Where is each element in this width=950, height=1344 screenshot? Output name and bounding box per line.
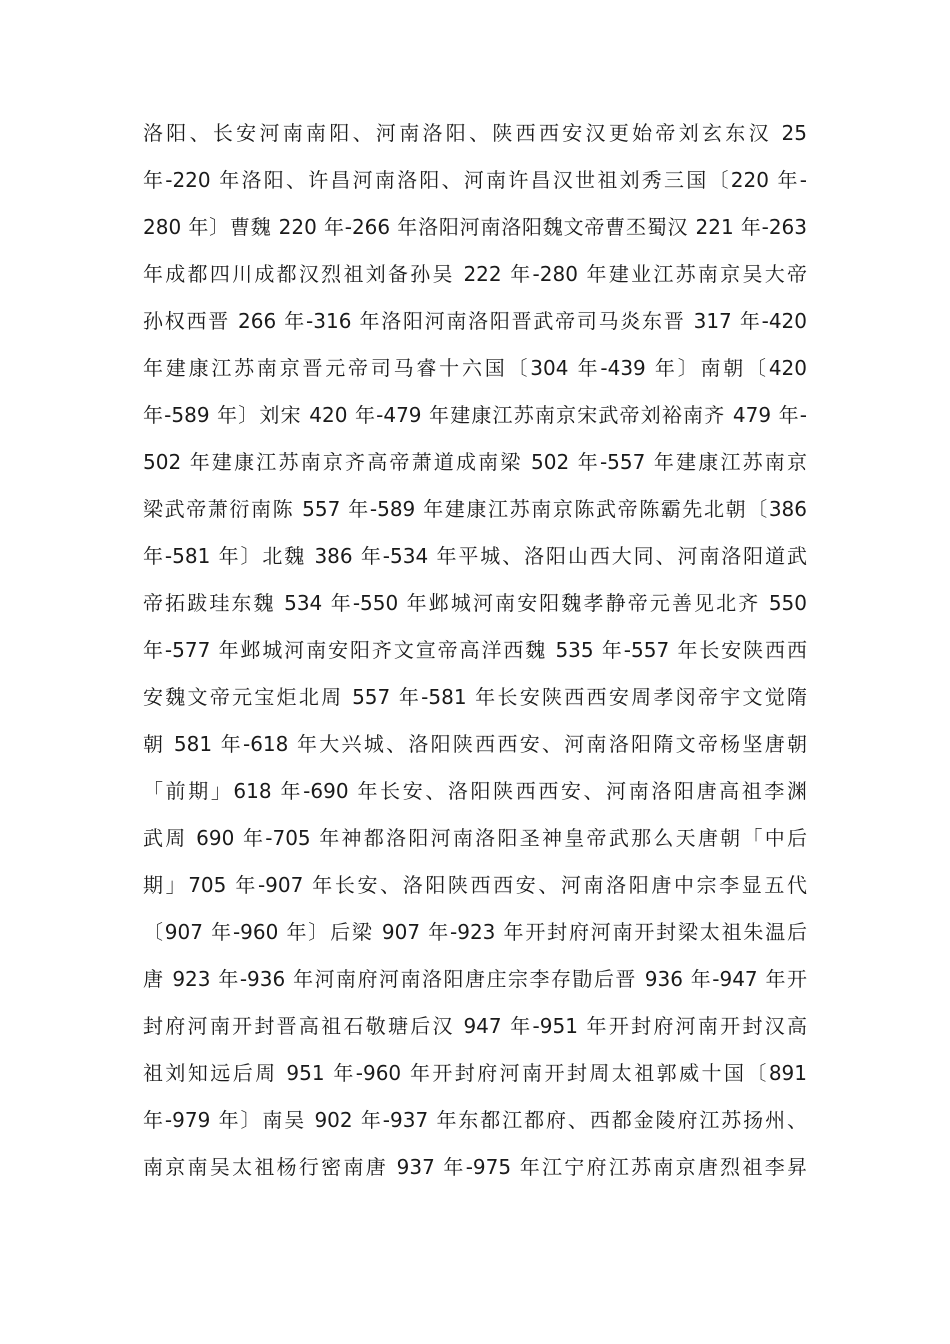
text-line: 武周 690 年-705 年神都洛阳河南洛阳圣神皇帝武那么天唐朝「中后 — [143, 826, 807, 850]
text-line: 502 年建康江苏南京齐高帝萧道成南梁 502 年-557 年建康江苏南京 — [143, 450, 807, 474]
text-line: 年-220 年洛阳、许昌河南洛阳、河南许昌汉世祖刘秀三国〔220 年- — [143, 168, 807, 192]
text-line: 「前期」618 年-690 年长安、洛阳陕西西安、河南洛阳唐高祖李渊 — [143, 779, 807, 803]
text-line: 年-589 年〕刘宋 420 年-479 年建康江苏南京宋武帝刘裕南齐 479 年- — [143, 403, 807, 427]
body-paragraph — [143, 110, 807, 1191]
text-line: 洛阳、长安河南南阳、河南洛阳、陕西西安汉更始帝刘玄东汉 25 — [143, 121, 807, 145]
text-line: 祖刘知远后周 951 年-960 年开封府河南开封周太祖郭威十国〔891 — [143, 1061, 807, 1085]
text-line: 梁武帝萧衍南陈 557 年-589 年建康江苏南京陈武帝陈霸先北朝〔386 — [143, 497, 807, 521]
text-line: 〔907 年-960 年〕后梁 907 年-923 年开封府河南开封梁太祖朱温后 — [143, 920, 807, 944]
text-line: 年-581 年〕北魏 386 年-534 年平城、洛阳山西大同、河南洛阳道武 — [143, 544, 807, 568]
text-line: 年-577 年邺城河南安阳齐文宣帝高洋西魏 535 年-557 年长安陕西西 — [143, 638, 807, 662]
text-line: 唐 923 年-936 年河南府河南洛阳唐庄宗李存勖后晋 936 年-947 年开 — [143, 967, 807, 991]
text-line: 期」705 年-907 年长安、洛阳陕西西安、河南洛阳唐中宗李显五代 — [143, 873, 807, 897]
text-line: 帝拓跋珪东魏 534 年-550 年邺城河南安阳魏孝静帝元善见北齐 550 — [143, 591, 807, 615]
text-line: 280 年〕曹魏 220 年-266 年洛阳河南洛阳魏文帝曹丕蜀汉 221 年-263 — [143, 215, 807, 239]
text-line: 年建康江苏南京晋元帝司马睿十六国〔304 年-439 年〕南朝〔420 — [143, 356, 807, 380]
text-line: 南京南吴太祖杨行密南唐 937 年-975 年江宁府江苏南京唐烈祖李昇 — [143, 1155, 807, 1179]
text-line: 年-979 年〕南吴 902 年-937 年东都江都府、西都金陵府江苏扬州、 — [143, 1108, 807, 1132]
text-line: 朝 581 年-618 年大兴城、洛阳陕西西安、河南洛阳隋文帝杨坚唐朝 — [143, 732, 807, 756]
text-line: 封府河南开封晋高祖石敬瑭后汉 947 年-951 年开封府河南开封汉高 — [143, 1014, 807, 1038]
text-line: 年成都四川成都汉烈祖刘备孙吴 222 年-280 年建业江苏南京吴大帝 — [143, 262, 807, 286]
text-line: 安魏文帝元宝炬北周 557 年-581 年长安陕西西安周孝闵帝宇文觉隋 — [143, 685, 807, 709]
text-line: 孙权西晋 266 年-316 年洛阳河南洛阳晋武帝司马炎东晋 317 年-420 — [143, 309, 807, 333]
